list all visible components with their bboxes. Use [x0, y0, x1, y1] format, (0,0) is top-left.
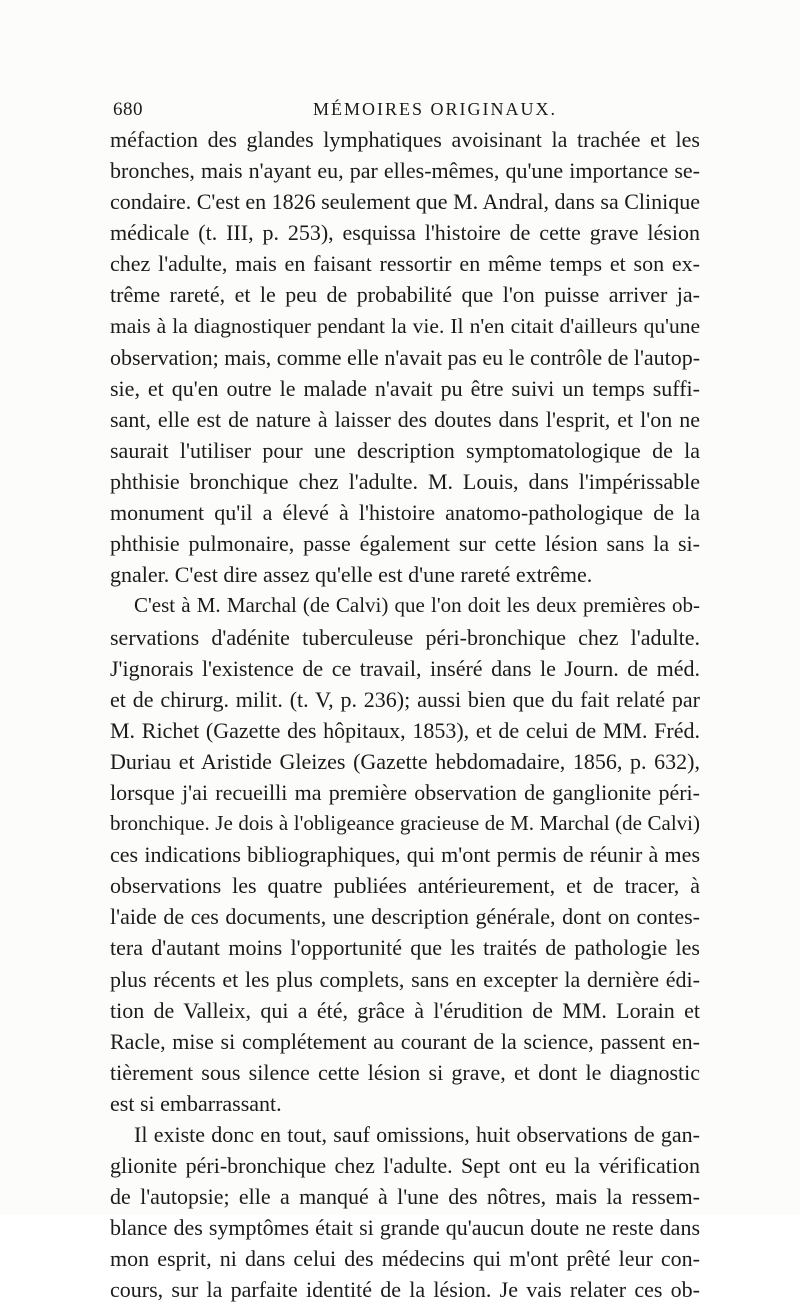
- text-line: monument qu'il a élevé à l'histoire anatomo-pathologique de la: [110, 500, 700, 526]
- text-line: ces indications bibliographiques, qui m'ont permis de réunir à mes: [110, 842, 700, 868]
- text-line: glionite péri-bronchique chez l'adulte. Sept ont eu la vérification: [110, 1153, 700, 1179]
- text-line: observation; mais, comme elle n'avait pas eu le contrôle de l'autop-: [110, 344, 701, 370]
- text-line: phthisie bronchique chez l'adulte. M. Louis, dans l'impérissable: [110, 469, 700, 495]
- text-line: et de chirurg. milit. (t. V, p. 236); aussi bien que du fait relaté par: [110, 686, 700, 712]
- text-line: Il existe donc en tout, sauf omissions, huit observations de gan-: [134, 1122, 700, 1147]
- text-line: mais à la diagnostiquer pendant la vie. Il n'en citait d'ailleurs qu'une: [110, 313, 700, 338]
- text-line: Racle, mise si complétement au courant de la science, passent en-: [110, 1028, 700, 1054]
- text-line: tera d'autant moins l'opportunité que les traités de pathologie les: [110, 935, 700, 961]
- text-line: phthisie pulmonaire, passe également sur cette lésion sans la si-: [110, 531, 700, 557]
- text-line: condaire. C'est en 1826 seulement que M. Andral, dans sa Clinique: [110, 189, 700, 215]
- text-line: blance des symptômes était si grande qu'aucun doute ne reste dans: [110, 1215, 700, 1241]
- text-line: sie, et qu'en outre le malade n'avait pu être suivi un temps suffi-: [110, 375, 700, 401]
- text-line: lorsque j'ai recueilli ma première observation de ganglionite péri-: [110, 779, 700, 805]
- text-line: gnaler. C'est dire assez qu'elle est d'une rareté extrême.: [110, 562, 593, 588]
- text-line: chez l'adulte, mais en faisant ressortir en même temps et son ex-: [110, 251, 700, 277]
- text-line: mon esprit, ni dans celui des médecins qui m'ont prêté leur con-: [110, 1246, 700, 1272]
- text-line: tion de Valleix, qui a été, grâce à l'érudition de MM. Lorain et: [110, 997, 700, 1023]
- text-line: observations les quatre publiées antérieurement, et de tracer, à: [110, 873, 700, 899]
- text-line: M. Richet (Gazette des hôpitaux, 1853), et de celui de MM. Fréd.: [110, 717, 700, 743]
- text-line: cours, sur la parfaite identité de la lésion. Je vais relater ces ob-: [110, 1277, 700, 1303]
- text-line: méfaction des glandes lymphatiques avoisinant la trachée et les: [110, 127, 700, 152]
- page-number: 680: [113, 99, 143, 120]
- text-line: plus récents et les plus complets, sans en excepter la dernière édi-: [110, 966, 700, 992]
- running-head: MÉMOIRES ORIGINAUX.: [313, 99, 557, 119]
- text-line: Duriau et Aristide Gleizes (Gazette hebdomadaire, 1856, p. 632),: [110, 748, 700, 774]
- text-line: saurait l'utiliser pour une description symptomatologique de la: [110, 437, 700, 463]
- text-line: C'est à M. Marchal (de Calvi) que l'on doit les deux premières ob-: [134, 593, 700, 618]
- text-line: de l'autopsie; elle a manqué à l'une des nôtres, mais la ressem-: [110, 1184, 700, 1210]
- text-line: J'ignorais l'existence de ce travail, inséré dans le Journ. de méd.: [110, 655, 700, 681]
- text-line: médicale (t. III, p. 253), esquissa l'histoire de cette grave lésion: [110, 220, 700, 246]
- text-line: bronches, mais n'ayant eu, par elles-mêmes, qu'une importance se-: [110, 158, 700, 184]
- body-text: [110, 124, 700, 1306]
- text-line: tièrement sous silence cette lésion si grave, et dont le diagnostic: [110, 1059, 700, 1085]
- text-line: sant, elle est de nature à laisser des doutes dans l'esprit, et l'on ne: [110, 406, 700, 432]
- text-line: servations d'adénite tuberculeuse péri-bronchique chez l'adulte.: [110, 624, 700, 650]
- text-line: bronchique. Je dois à l'obligeance gracieuse de M. Marchal (de Calvi): [110, 811, 700, 836]
- text-line: trême rareté, et le peu de probabilité que l'on puisse arriver ja-: [110, 282, 700, 308]
- page-header: [113, 99, 699, 123]
- text-line: l'aide de ces documents, une description générale, dont on contes-: [110, 904, 700, 930]
- text-line: est si embarrassant.: [110, 1090, 282, 1116]
